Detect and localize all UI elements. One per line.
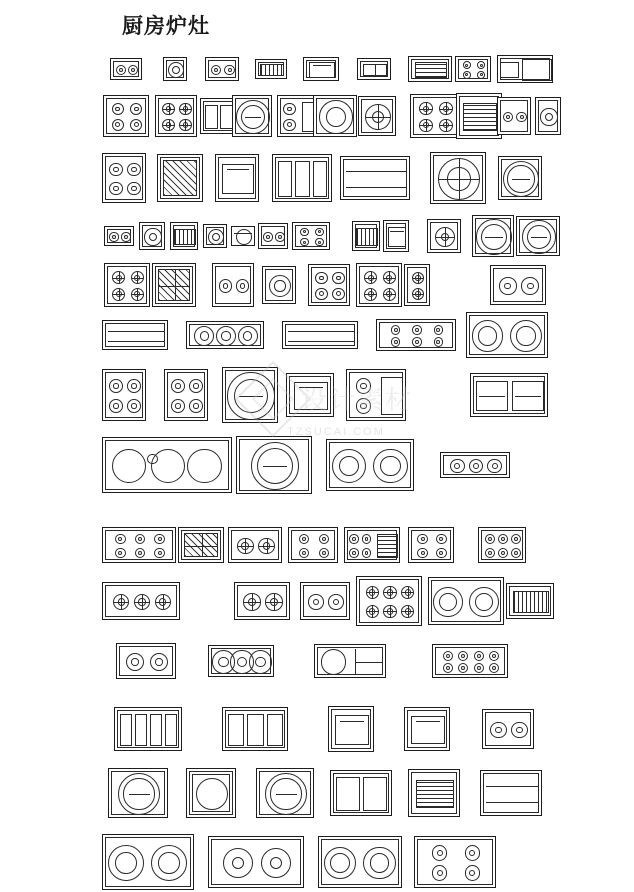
burner-center bbox=[446, 654, 450, 658]
three-door-cabinet bbox=[222, 707, 288, 751]
cabinet-door bbox=[295, 161, 309, 197]
two-burner-hob-small bbox=[110, 58, 142, 80]
burner-center bbox=[183, 122, 188, 127]
burner-center bbox=[436, 328, 440, 332]
three-ring-hob bbox=[186, 321, 264, 349]
two-burner-front bbox=[482, 709, 534, 749]
dual-ring-range bbox=[490, 265, 546, 305]
double-burner-round bbox=[205, 57, 239, 81]
single-oven-front bbox=[303, 57, 339, 81]
burner-center bbox=[248, 598, 256, 606]
oven-front-elevation-b bbox=[404, 707, 450, 751]
griddle-diagonal bbox=[157, 154, 203, 202]
cabinet-door bbox=[267, 714, 283, 746]
outline-inset bbox=[343, 159, 407, 197]
burner-center bbox=[116, 291, 122, 297]
four-burner-star-range bbox=[155, 95, 197, 137]
burner-center bbox=[131, 383, 136, 388]
round-hob-square-frame bbox=[300, 582, 350, 620]
double-wok-hood bbox=[428, 577, 504, 625]
cabinet-door bbox=[363, 777, 387, 811]
burner-center bbox=[492, 654, 496, 658]
burner-center bbox=[488, 551, 492, 555]
burner-center bbox=[134, 275, 140, 281]
burner-center bbox=[240, 283, 245, 288]
wok-range-front bbox=[108, 768, 168, 818]
six-star-burner-range bbox=[356, 576, 422, 626]
burner-center bbox=[360, 383, 366, 389]
four-burner-range-tall bbox=[102, 153, 146, 203]
round-plate-small bbox=[203, 224, 227, 248]
two-panel-griddle bbox=[470, 373, 548, 417]
burner-center bbox=[172, 66, 180, 74]
watermark-text: TZSUCAI.COM bbox=[287, 426, 385, 438]
grill-plate-ribbed bbox=[255, 59, 287, 79]
griddle-surface bbox=[377, 534, 397, 558]
two-round-hob bbox=[212, 263, 254, 307]
mixed-burner-griddle bbox=[344, 527, 400, 563]
cabinet-door bbox=[120, 714, 132, 746]
ribbed-griddle-wide bbox=[506, 583, 554, 619]
oven-front-elevation bbox=[328, 706, 374, 752]
burner-center bbox=[437, 850, 443, 856]
burner-center bbox=[415, 328, 419, 332]
two-star-burner bbox=[234, 582, 290, 620]
range-top-view-wide bbox=[102, 320, 168, 350]
oven-top-view bbox=[286, 373, 334, 417]
burner-center bbox=[465, 64, 468, 67]
four-round-hob-b bbox=[478, 527, 526, 563]
two-burner-hob-small-b bbox=[104, 226, 134, 246]
outline-inset bbox=[483, 773, 539, 813]
oven-door bbox=[335, 715, 368, 744]
burner-center bbox=[131, 403, 136, 408]
double-burner-pair bbox=[497, 97, 531, 135]
burner-center bbox=[113, 403, 118, 408]
four-door-cabinet bbox=[114, 707, 182, 751]
six-burner-range bbox=[376, 319, 456, 351]
four-burner-range-c bbox=[102, 369, 146, 421]
burner-center bbox=[477, 654, 481, 658]
burner-center bbox=[360, 403, 366, 409]
burner-center bbox=[423, 106, 429, 112]
burner-center bbox=[119, 68, 123, 72]
burner-center bbox=[183, 106, 188, 111]
counter-range-long bbox=[340, 156, 410, 200]
burner-center bbox=[421, 551, 425, 555]
fryer-unit bbox=[357, 58, 391, 80]
oven-round-window bbox=[186, 768, 236, 818]
burner-center bbox=[131, 186, 136, 191]
plain-counter-long bbox=[282, 321, 358, 349]
star-burner-range bbox=[410, 94, 460, 138]
griddle-surface bbox=[463, 103, 496, 131]
large-round-pot-range bbox=[236, 436, 312, 494]
star-burner-single bbox=[427, 219, 461, 253]
round-wok-plan-b bbox=[516, 216, 560, 256]
burner-center bbox=[492, 463, 498, 469]
burner-with-oven bbox=[346, 369, 406, 421]
grid-surface bbox=[184, 533, 218, 557]
cabinet-door bbox=[247, 714, 263, 746]
burner-center bbox=[369, 608, 375, 614]
kettle-symbol bbox=[231, 226, 255, 246]
burner-center bbox=[223, 283, 228, 288]
burner-center bbox=[112, 235, 116, 239]
ribbed-surface bbox=[356, 228, 377, 246]
single-burner-unit bbox=[535, 97, 561, 135]
single-round-hob-b bbox=[139, 222, 165, 250]
ribbed-surface bbox=[260, 64, 284, 76]
flat-top-griddle bbox=[408, 56, 452, 82]
double-pot-range bbox=[326, 439, 414, 491]
single-round-tall bbox=[262, 266, 296, 304]
burner-center bbox=[278, 235, 282, 239]
burner-center bbox=[138, 551, 142, 555]
burner-center bbox=[368, 291, 374, 297]
two-burner-range-front bbox=[208, 836, 304, 888]
stock-pot-range bbox=[256, 768, 314, 818]
burner-center bbox=[394, 340, 398, 344]
wok-burner-square bbox=[358, 96, 396, 136]
oven-door bbox=[222, 164, 254, 195]
burner-center bbox=[228, 68, 232, 72]
double-door-oven-front bbox=[200, 98, 236, 134]
burner-center bbox=[175, 383, 180, 388]
oven-with-hotplate bbox=[215, 154, 259, 202]
burner-center bbox=[116, 275, 122, 281]
burner-center bbox=[415, 275, 420, 280]
star-burner-4-range bbox=[104, 263, 150, 307]
range-with-side-shelf bbox=[497, 55, 553, 83]
burner-center bbox=[415, 291, 420, 296]
double-wok-large bbox=[466, 312, 548, 358]
ribbed-grill-b bbox=[352, 221, 380, 251]
burner-center bbox=[520, 115, 524, 119]
burner-center bbox=[118, 598, 125, 605]
outline-inset bbox=[285, 324, 355, 346]
burner-center bbox=[134, 107, 139, 112]
oven-door bbox=[294, 382, 329, 410]
burner-center bbox=[352, 551, 356, 555]
griddle-front bbox=[408, 769, 460, 817]
burner-center bbox=[473, 463, 479, 469]
cabinet-door bbox=[165, 714, 177, 746]
ribbed-surface bbox=[174, 229, 195, 246]
outline-inset bbox=[417, 839, 493, 885]
double-wok-range-front bbox=[102, 834, 194, 890]
burner-center bbox=[514, 551, 518, 555]
burner-center bbox=[241, 542, 248, 549]
burner-center bbox=[212, 233, 220, 241]
burner-center bbox=[394, 328, 398, 332]
burner-center bbox=[480, 64, 483, 67]
burner-center bbox=[131, 658, 138, 665]
burner-center bbox=[138, 598, 145, 605]
burner-center bbox=[113, 167, 118, 172]
burner-center bbox=[443, 106, 449, 112]
burner-center bbox=[415, 340, 419, 344]
star-burner-narrow bbox=[404, 264, 430, 306]
range-with-two-rings bbox=[102, 437, 232, 493]
burner-center bbox=[158, 551, 162, 555]
open-base-range bbox=[480, 770, 542, 816]
three-door-cabinet-range bbox=[272, 154, 332, 202]
burner-center bbox=[175, 403, 180, 408]
two-door-oven-wide bbox=[330, 770, 392, 816]
four-burner-square bbox=[408, 527, 454, 563]
burner-center bbox=[131, 167, 136, 172]
cabinet-door bbox=[336, 777, 360, 811]
cabinet-door bbox=[278, 161, 292, 197]
four-burner-range-d bbox=[164, 369, 208, 421]
ribbed-griddle-small bbox=[170, 222, 198, 250]
cabinet-door bbox=[228, 714, 244, 746]
cabinet-door bbox=[135, 714, 147, 746]
griddle-large bbox=[456, 93, 502, 139]
eight-burner-range bbox=[432, 644, 508, 678]
burner-center bbox=[302, 551, 306, 555]
griddle-surface bbox=[415, 62, 447, 78]
hatched-four-burner bbox=[178, 527, 224, 563]
round-wok-hob bbox=[498, 156, 542, 200]
griddle-surface bbox=[163, 160, 197, 196]
burner-center bbox=[166, 106, 171, 111]
burner-center bbox=[368, 275, 374, 281]
burner-center bbox=[270, 598, 278, 606]
burner-center bbox=[405, 608, 411, 614]
burner-center bbox=[193, 403, 198, 408]
two-burner-left-range bbox=[116, 643, 176, 679]
four-burner-plain bbox=[288, 527, 338, 563]
burner-center bbox=[166, 122, 171, 127]
burner-center bbox=[266, 235, 270, 239]
oven-door bbox=[381, 377, 404, 414]
burner-center bbox=[386, 275, 392, 281]
burner-center bbox=[155, 658, 162, 665]
burner-center bbox=[124, 235, 128, 239]
wok-range-cross bbox=[430, 152, 486, 204]
double-pot-range-b bbox=[318, 836, 402, 888]
burner-center bbox=[113, 186, 118, 191]
burner-center bbox=[514, 537, 518, 541]
three-ring-range-b bbox=[208, 645, 274, 677]
six-burner-range-b bbox=[102, 527, 176, 563]
burner-center bbox=[387, 608, 393, 614]
page-title: 厨房炉灶 bbox=[122, 15, 210, 38]
oven-cabinet-small bbox=[383, 220, 409, 252]
three-burner-strip bbox=[440, 452, 510, 478]
round-hob-single-large bbox=[313, 95, 357, 137]
burner-center bbox=[495, 727, 501, 733]
four-burner-compact bbox=[455, 56, 491, 82]
griddle-surface bbox=[416, 780, 453, 809]
double-hotplate bbox=[258, 223, 288, 249]
ribbed-surface bbox=[513, 591, 549, 613]
burner-center bbox=[437, 870, 443, 876]
burner-center bbox=[113, 383, 118, 388]
grid-surface bbox=[158, 269, 190, 301]
cabinet-door bbox=[313, 161, 327, 197]
single-burner-round bbox=[163, 57, 187, 81]
four-burner-range-front bbox=[414, 836, 496, 888]
burner-center bbox=[159, 598, 166, 605]
cabinet-door bbox=[150, 714, 162, 746]
burner-center bbox=[527, 283, 534, 290]
burner-center bbox=[274, 280, 285, 291]
four-round-burner bbox=[308, 264, 350, 306]
burner-center bbox=[516, 727, 522, 733]
burner-center bbox=[322, 551, 326, 555]
burner-center bbox=[501, 551, 505, 555]
four-star-range-wide bbox=[102, 582, 180, 620]
round-wok-plan bbox=[472, 215, 514, 257]
burner-center bbox=[303, 241, 306, 244]
burner-center bbox=[232, 857, 244, 869]
large-wok-pan bbox=[222, 367, 278, 423]
star-burner-double bbox=[356, 263, 402, 307]
burner-center bbox=[369, 589, 375, 595]
watermark-cn-text: 设计素材 bbox=[301, 385, 414, 415]
four-burner-compact-b bbox=[292, 222, 330, 250]
oval-hob-range bbox=[314, 644, 386, 678]
burner-center bbox=[193, 383, 198, 388]
outline-inset bbox=[105, 323, 165, 347]
oven-door bbox=[411, 716, 444, 744]
four-burner-range-plan bbox=[103, 95, 149, 137]
wok-range-round bbox=[232, 95, 272, 137]
burner-center bbox=[387, 589, 393, 595]
grid-hatch-hob bbox=[152, 263, 196, 307]
burner-center bbox=[405, 589, 411, 595]
four-star-burner-b bbox=[228, 527, 282, 563]
outline-inset bbox=[291, 530, 335, 560]
